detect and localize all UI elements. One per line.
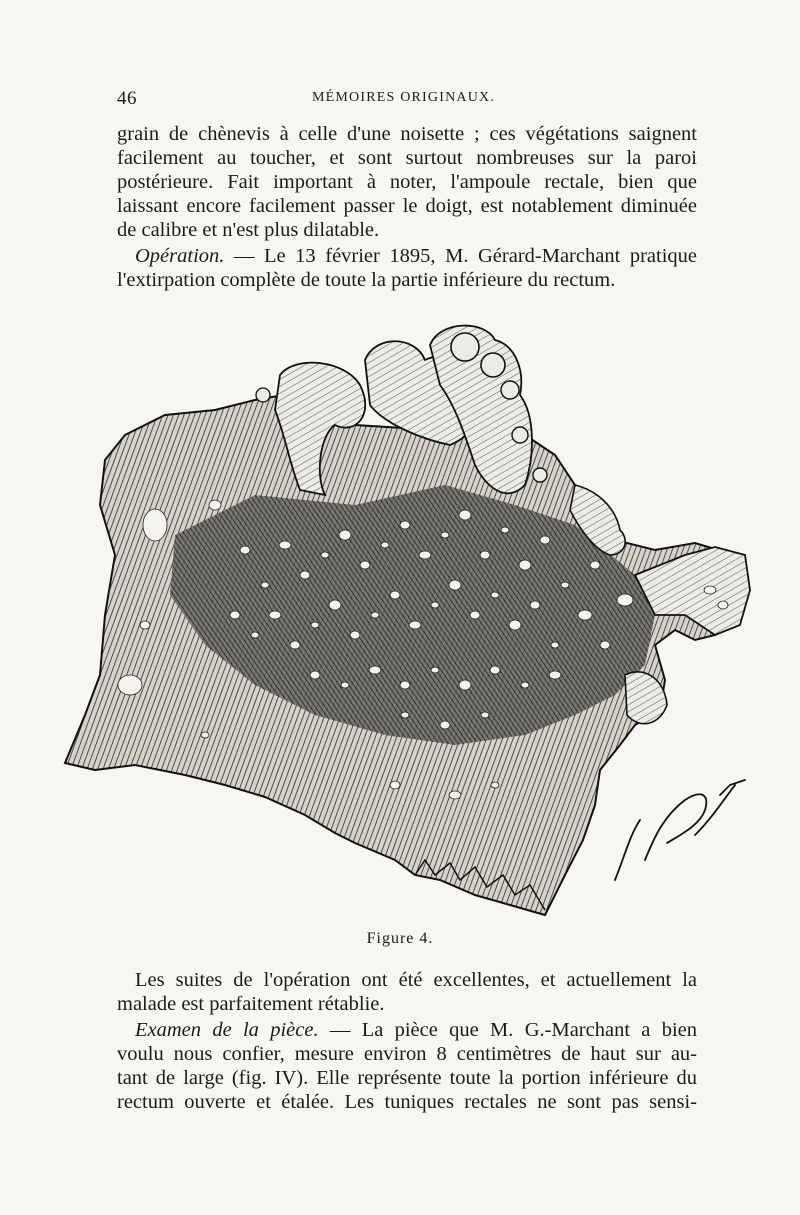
text-line: tant de large (fig. IV). Elle représente toute la portion inférieure du [117,1067,697,1089]
text-line: l'extirpation complète de toute la partie inférieure du rectum. [117,269,616,291]
text-line: de calibre et n'est plus dilatable. [117,219,380,241]
text-line: postérieure. Fait important à noter, l'ampoule rectale, bien que [117,171,697,193]
running-header [117,88,695,114]
artist-signature [615,780,745,880]
text-line: laissant encore facilement passer le doigt, est notablement diminuée [117,195,697,217]
rectum-specimen-engraving [55,315,755,925]
text-line: facilement au toucher, et sont surtout nombreuses sur la paroi [117,147,697,169]
running-title: MÉMOIRES ORIGINAUX. [312,90,496,105]
text-line: Les suites de l'opération ont été excellentes, et actuellement la [135,969,697,991]
text-line [117,1018,697,1042]
text-line: malade est parfaitement rétablie. [117,993,385,1015]
page-number: 46 [117,88,137,109]
section-lead: Opération. [135,245,225,267]
paragraph-3 [117,968,697,1016]
figure-caption: Figure 4. [366,930,434,947]
paragraph-1 [117,122,697,242]
text-line: grain de chènevis à celle d'une noisette ; ces végétations saignent [117,123,697,145]
text-run: — Le 13 février 1895, M. Gérard-Marchant pratique [224,245,697,267]
paragraph-2 [117,244,697,292]
paragraph-4 [117,1018,697,1114]
section-lead: Examen de la pièce. [135,1019,319,1041]
text-line: voulu nous confier, mesure environ 8 centimètres de haut sur au- [117,1043,697,1065]
text-run: — La pièce que M. G.-Marchant a bien [318,1019,698,1041]
text-line [117,244,697,268]
figure-illustration [55,315,755,925]
text-line: rectum ouverte et étalée. Les tuniques rectales ne sont pas sensi- [117,1091,697,1113]
